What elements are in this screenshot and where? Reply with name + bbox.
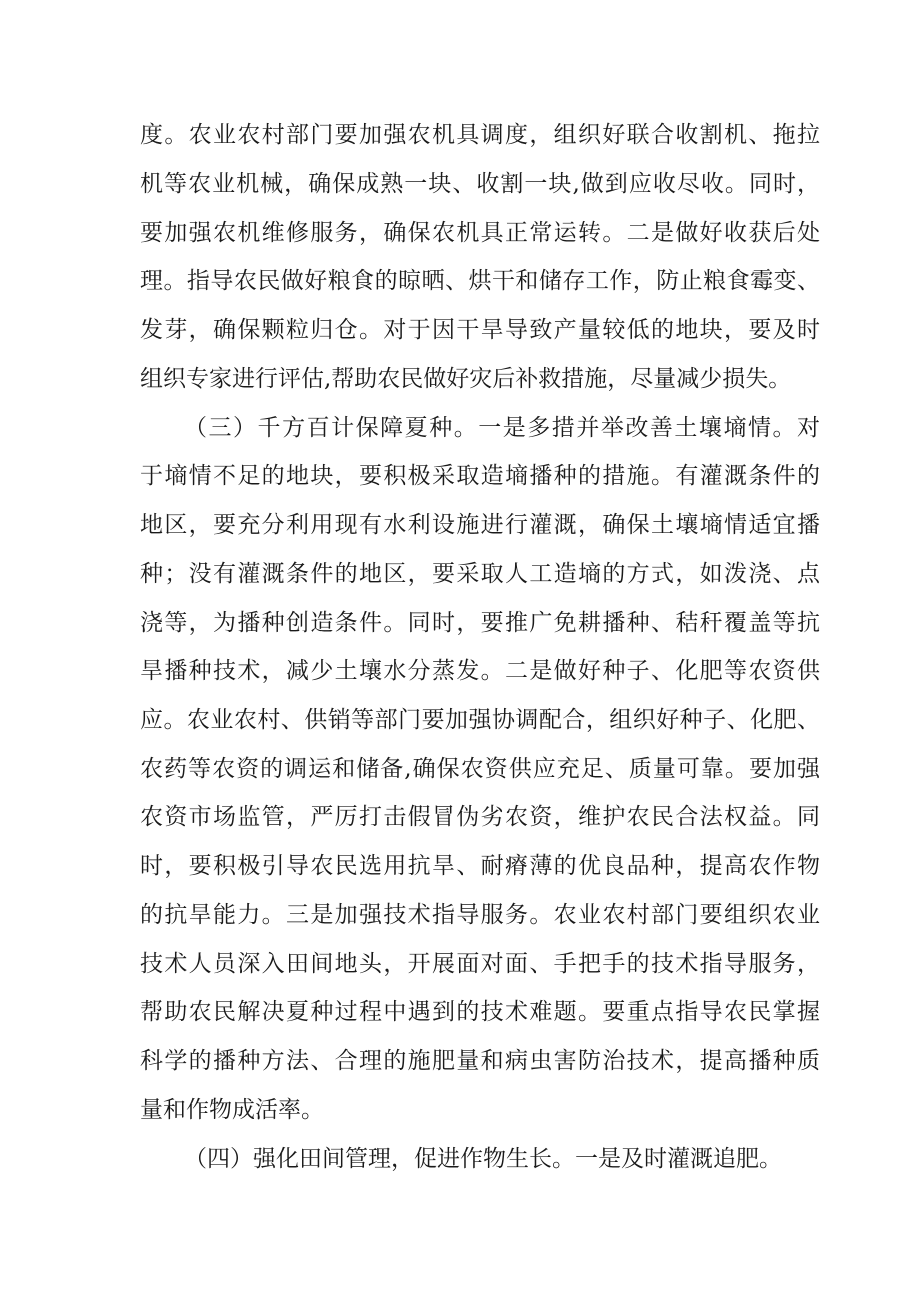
text-line: 发芽，确保颗粒归仓。对于因干旱导致产量较低的地块，要及时 bbox=[140, 317, 820, 343]
text-line: 浇等，为播种创造条件。同时，要推广免耕播种、秸秆覆盖等抗 bbox=[140, 610, 820, 636]
text-line: 量和作物成活率。 bbox=[140, 1097, 324, 1123]
text-line: 应。农业农村、供销等部门要加强协调配合，组织好种子、化肥、 bbox=[140, 707, 820, 733]
text-line: 农资市场监管，严厉打击假冒伪劣农资，维护农民合法权益。同 bbox=[140, 804, 820, 830]
text-line: 种；没有灌溉条件的地区，要采取人工造墒的方式，如泼浇、点 bbox=[140, 561, 820, 587]
text-line: 时，要积极引导农民选用抗旱、耐瘠薄的优良品种，提高农作物 bbox=[140, 853, 820, 879]
text-line: 度。农业农村部门要加强农机具调度，组织好联合收割机、拖拉 bbox=[140, 122, 820, 148]
section-heading-line: （四）强化田间管理，促进作物生长。一是及时灌溉追肥。 bbox=[184, 1146, 782, 1172]
text-line: 旱播种技术，减少土壤水分蒸发。二是做好种子、化肥等农资供 bbox=[140, 658, 820, 684]
section-heading-line: （三）千方百计保障夏种。一是多措并举改善土壤墒情。对 bbox=[184, 415, 820, 441]
text-line: 技术人员深入田间地头，开展面对面、手把手的技术指导服务， bbox=[140, 951, 820, 977]
text-line: 帮助农民解决夏种过程中遇到的技术难题。要重点指导农民掌握 bbox=[140, 999, 820, 1025]
text-line: 理。指导农民做好粮食的晾晒、烘干和储存工作，防止粮食霉变、 bbox=[140, 268, 820, 294]
text-line: 要加强农机维修服务，确保农机具正常运转。二是做好收获后处 bbox=[140, 220, 820, 246]
text-line: 于墒情不足的地块，要积极采取造墒播种的措施。有灌溉条件的 bbox=[140, 463, 820, 489]
text-line: 组织专家进行评估,帮助农民做好灾后补救措施，尽量减少损失。 bbox=[140, 366, 792, 392]
text-line: 科学的播种方法、合理的施肥量和病虫害防治技术，提高播种质 bbox=[140, 1048, 820, 1074]
text-line: 地区，要充分利用现有水利设施进行灌溉，确保土壤墒情适宜播 bbox=[140, 512, 820, 538]
text-line: 的抗旱能力。三是加强技术指导服务。农业农村部门要组织农业 bbox=[140, 902, 820, 928]
text-line: 机等农业机械，确保成熟一块、收割一块,做到应收尽收。同时， bbox=[140, 171, 820, 197]
text-line: 农药等农资的调运和储备,确保农资供应充足、质量可靠。要加强 bbox=[140, 756, 820, 782]
